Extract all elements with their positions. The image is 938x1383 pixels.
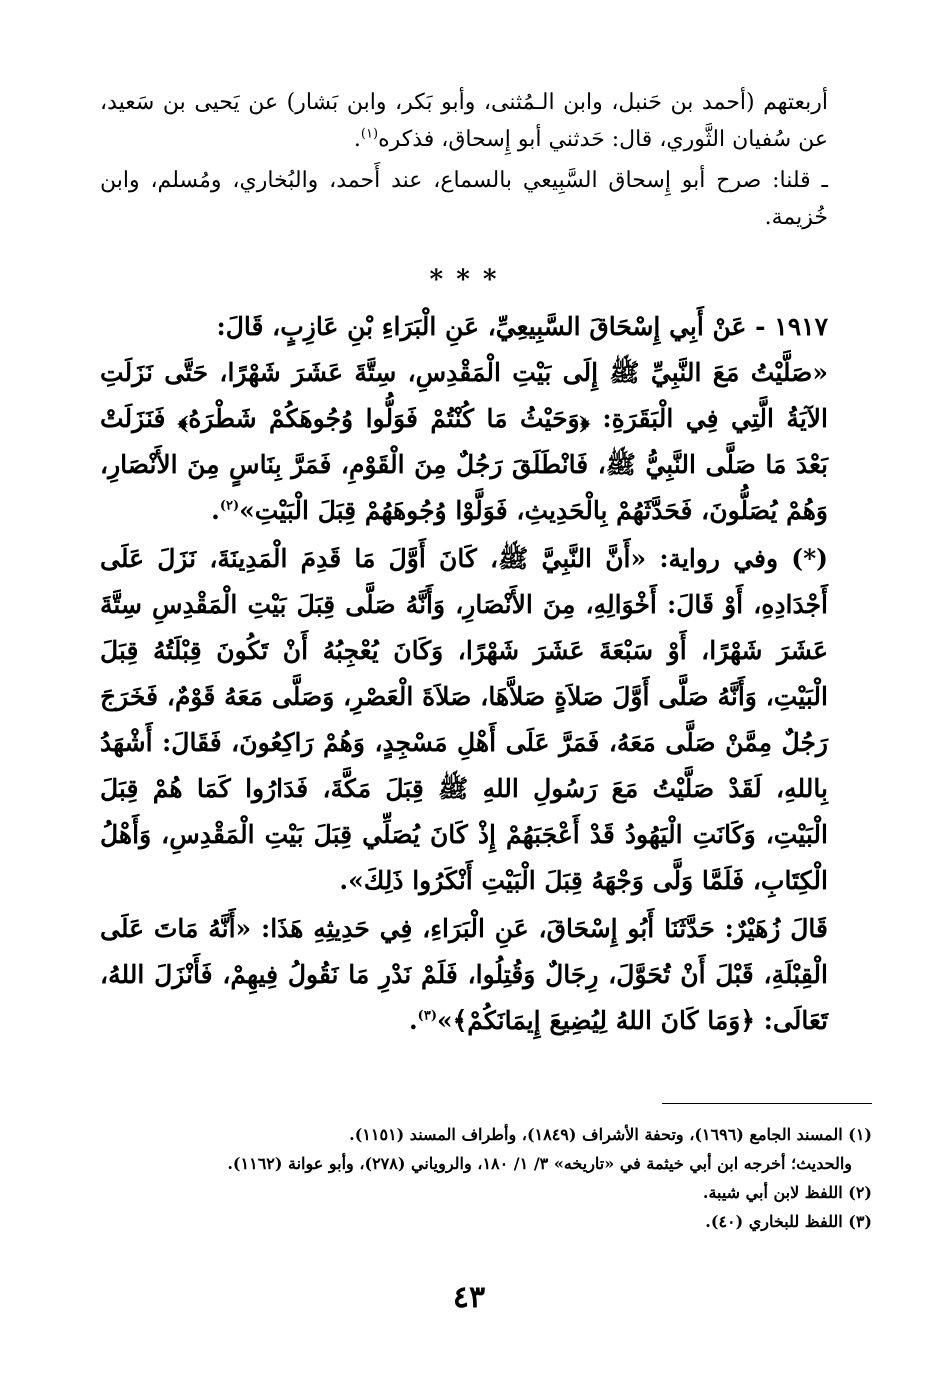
- intro-paragraph-2: ـ قلنا: صرح أبو إِسحاق السَّبِيعي بالسماع، عند أَحمد، والبُخاري، ومُسلم، وابن خُزيمة.: [100, 168, 828, 230]
- footnote-2: (٢) اللفظ لابن أبي شيبة.: [702, 1183, 872, 1202]
- hadith-number: ١٩١٧: [774, 312, 828, 341]
- footnotes: [112, 1120, 872, 1236]
- hadith-matn: [100, 350, 828, 534]
- footnote-1: (١) المسند الجامع (١٦٩٦)، وتحفة الأشراف (١٨٤٩)، وأطراف المسند (١١٥١).: [349, 1125, 872, 1144]
- hadith-zuhair-end: .: [408, 1006, 418, 1035]
- hadith-block: [100, 304, 828, 1044]
- main-content: [100, 84, 828, 1044]
- intro-text-1: أربعتهم (أحمد بن حَنبل، وابن الـمُثنى، وأبو بَكر، وابن بَشار) عن يَحيى بن سَعيد، عن سُفيان الثَّوري، قال: حَدثني أبو إِسحاق، فذكره: [100, 90, 828, 152]
- footnote-ref-3[interactable]: (٣): [417, 1008, 437, 1024]
- section-separator: * * *: [429, 265, 499, 295]
- hadith-isnad: [100, 304, 828, 350]
- footnote-ref-2[interactable]: (٢): [219, 498, 240, 514]
- hadith-matn-text: «صَلَّيْتُ مَعَ النَّبِيِّ ﷺ إِلَى بَيْتِ الْمَقْدِسِ، سِتَّةَ عَشَرَ شَهْرًا، حَتَّى نَزَلَتِ الآيَةُ الَّتِي فِي الْبَقَرَةِ: ﴿وَحَيْثُ مَا كُنْتُمْ فَوَلُّوا وُجُوهَكُمْ شَطْرَهُ﴾ فَنَزَلَتْ بَعْدَ مَا صَلَّى النَّبِيُّ ﷺ، فَانْطَلَقَ رَجُلٌ مِنَ الْقَوْمِ، فَمَرَّ بِنَاسٍ مِنَ الأَنْصَارِ، وَهُمْ يُصَلُّونَ، فَحَدَّثَهُمْ بِالْحَدِيثِ، فَوَلَّوْا وُجُوهَهُمْ قِبَلَ الْبَيْتِ»: [100, 358, 828, 525]
- hadith-zuhair-text: قَالَ زُهَيْرٌ: حَدَّثَنَا أَبُو إِسْحَاقَ، عَنِ الْبَرَاءِ، فِي حَدِيثِهِ هَذَا: «أَنَّهُ مَاتَ عَلَى الْقِبْلَةِ، قَبْلَ أَنْ تُحَوَّلَ، رِجَالٌ وَقُتِلُوا، فَلَمْ نَدْرِ مَا نَقُولُ فِيهِمْ، فَأَنْزَلَ اللهُ، تَعَالَى: ﴿وَمَا كَانَ اللهُ لِيُضِيعَ إِيمَانَكُمْ﴾»: [100, 914, 828, 1035]
- hadith-riwaya: (*) وفي رواية: «أَنَّ النَّبِيَّ ﷺ، كَانَ أَوَّلَ مَا قَدِمَ الْمَدِينَةَ، نَزَلَ عَلَى أَجْدَادِهِ، أَوْ قَالَ: أَخْوَالِهِ، مِنَ الأَنْصَارِ، وَأَنَّهُ صَلَّى قِبَلَ بَيْتِ الْمَقْدِسِ سِتَّةَ عَشَرَ شَهْرًا، أَوْ سَبْعَةَ عَشَرَ شَهْرًا، وَكَانَ يُعْجِبُهُ أَنْ تَكُونَ قِبْلَتُهُ قِبَلَ الْبَيْتِ، وَأَنَّهُ صَلَّى أَوَّلَ صَلاَةٍ صَلاَّهَا، صَلاَةَ الْعَصْرِ، وَصَلَّى مَعَهُ قَوْمٌ، فَخَرَجَ رَجُلٌ مِمَّنْ صَلَّى مَعَهُ، فَمَرَّ عَلَى أَهْلِ مَسْجِدٍ، وَهُمْ رَاكِعُونَ، فَقَالَ: أَشْهَدُ بِاللهِ، لَقَدْ صَلَّيْتُ مَعَ رَسُولِ اللهِ ﷺ قِبَلَ مَكَّةَ، فَدَارُوا كَمَا هُمْ قِبَلَ الْبَيْتِ، وَكَانَتِ الْيَهُودُ قَدْ أَعْجَبَهُمْ إِذْ كَانَ يُصَلِّي قِبَلَ بَيْتِ الْمَقْدِسِ، وَأَهْلُ الْكِتَابِ، فَلَمَّا وَلَّى وَجْهَهُ قِبَلَ الْبَيْتِ أَنْكَرُوا ذَلِكَ».: [100, 544, 828, 895]
- intro-paragraph-1: [100, 84, 828, 158]
- hadith-isnad-text: - عَنْ أَبِي إِسْحَاقَ السَّبِيعِيِّ، عَنِ الْبَرَاءِ بْنِ عَازِبٍ، قَالَ:: [216, 312, 766, 341]
- hadith-zuhair: [100, 906, 828, 1044]
- footnote-3: (٣) اللفظ للبخاري (٤٠).: [705, 1212, 872, 1231]
- page-number: ٤٣: [452, 1280, 486, 1315]
- intro-text-1-end: .: [353, 127, 361, 152]
- footnote-ref-1[interactable]: (١): [360, 126, 379, 142]
- footnote-1-continuation: والحديث؛ أخرجه ابن أبي خيثمة في «تاريخه» ٣/ ١/ ١٨٠، والروياني (٢٧٨)، وأبو عوانة (١١٦٢).: [227, 1154, 852, 1173]
- footnote-divider: [662, 1103, 872, 1104]
- hadith-matn-end: .: [211, 496, 220, 525]
